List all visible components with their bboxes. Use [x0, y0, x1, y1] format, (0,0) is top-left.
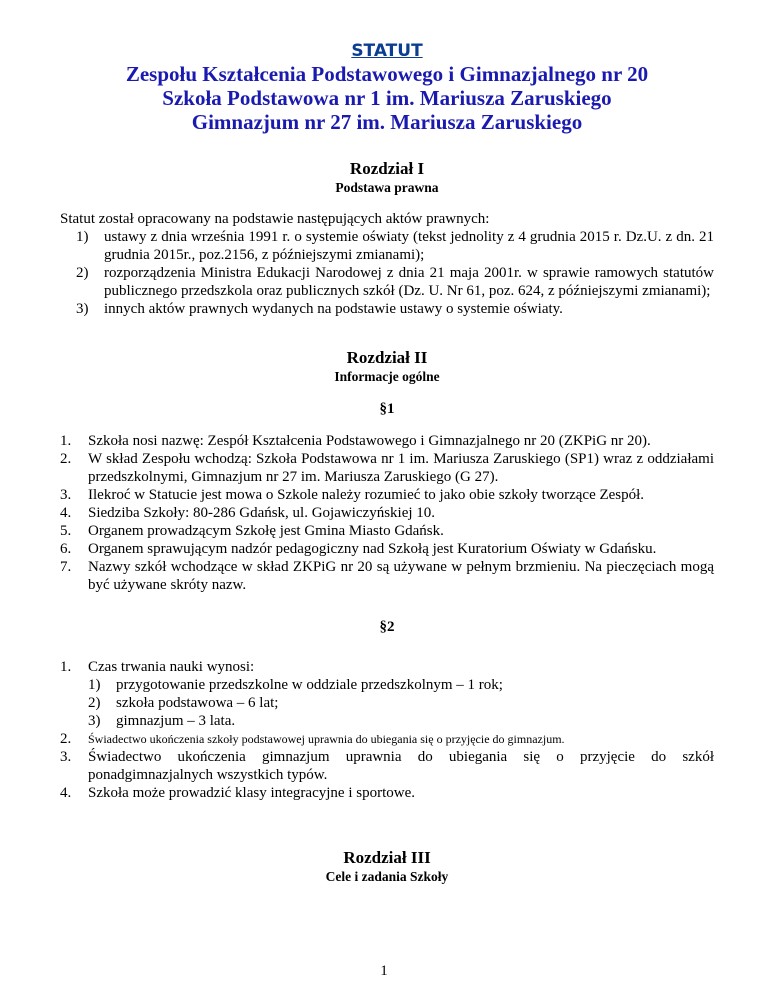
- list-text: Świadectwo ukończenia gimnazjum uprawnia do ubiegania się o przyjęcie do szkół ponadgimnazjalnych wszystkich typów.: [88, 749, 714, 783]
- section-1-title: §1: [379, 401, 395, 417]
- education-list: [60, 658, 714, 802]
- list-number: 6.: [60, 541, 72, 557]
- list-item: [60, 504, 714, 522]
- chapter-2-title: Rozdział II: [346, 348, 428, 367]
- list-number: 7.: [60, 559, 72, 575]
- list-text: Siedziba Szkoły: 80-286 Gdańsk, ul. Gojawiczyńskiej 10.: [88, 505, 436, 521]
- list-text: szkoła podstawowa – 6 lat;: [116, 695, 279, 711]
- title-line-1: Zespołu Kształcenia Podstawowego i Gimnazjalnego nr 20: [125, 62, 649, 86]
- list-number: 2.: [60, 731, 72, 747]
- chapter-1-subtitle: Podstawa prawna: [335, 180, 439, 195]
- chapter-2-subtitle: Informacje ogólne: [334, 369, 440, 384]
- list-text: Szkoła może prowadzić klasy integracyjne i sportowe.: [88, 785, 415, 801]
- list-item: [60, 432, 714, 450]
- chapter-3-subtitle: Cele i zadania Szkoły: [325, 869, 449, 884]
- list-item: [60, 558, 714, 594]
- list-item: [76, 264, 714, 300]
- list-item: [60, 748, 714, 784]
- list-text: W skład Zespołu wchodzą: Szkoła Podstawowa nr 1 im. Mariusza Zaruskiego (SP1) wraz z oddziałami przedszkolnymi, Gimnazjum nr 27 im. Mariusza Zaruskiego (G 27).: [88, 451, 714, 485]
- list-item: [76, 228, 714, 264]
- list-number: 3): [88, 713, 101, 729]
- list-item: [60, 658, 714, 730]
- list-item: [60, 730, 714, 748]
- list-number: 1.: [60, 433, 72, 449]
- section-2-title: §2: [379, 619, 395, 635]
- list-number: 4.: [60, 505, 72, 521]
- list-number: 2): [88, 695, 101, 711]
- title-line-2: Szkoła Podstawowa nr 1 im. Mariusza Zaruskiego: [162, 86, 612, 110]
- list-item: [76, 300, 714, 318]
- list-item: [88, 712, 714, 730]
- document-page: [60, 40, 714, 886]
- list-text: rozporządzenia Ministra Edukacji Narodowej z dnia 21 maja 2001r. w sprawie ramowych statutów publicznego przedszkola oraz publicznych szkół (Dz. U. Nr 61, poz. 624, z późniejszymi zmianami);: [104, 265, 714, 299]
- title-line-3: Gimnazjum nr 27 im. Mariusza Zaruskiego: [191, 110, 583, 134]
- list-item: [60, 486, 714, 504]
- list-text: ustawy z dnia września 1991 r. o systemie oświaty (tekst jednolity z 4 grudnia 2015 r. Dz.U. z dn. 21 grudnia 2015r., poz.2156, z późniejszymi zmianami);: [104, 229, 714, 263]
- list-number: 3): [76, 301, 89, 317]
- chapter-1-intro: Statut został opracowany na podstawie następujących aktów prawnych:: [60, 211, 490, 227]
- list-item: [88, 676, 714, 694]
- list-text: gimnazjum – 3 lata.: [116, 713, 236, 729]
- list-item: [60, 784, 714, 802]
- list-text: Organem sprawującym nadzór pedagogiczny nad Szkołą jest Kuratorium Oświaty w Gdańsku.: [88, 541, 657, 557]
- list-item: [60, 522, 714, 540]
- chapter-1-title: Rozdział I: [349, 159, 425, 178]
- list-item: [88, 694, 714, 712]
- list-number: 2): [76, 265, 89, 281]
- list-item: [60, 540, 714, 558]
- list-number: 1): [88, 677, 101, 693]
- list-number: 3.: [60, 749, 72, 765]
- chapter-3-title: Rozdział III: [343, 848, 431, 867]
- list-text: przygotowanie przedszkolne w oddziale przedszkolnym – 1 rok;: [116, 677, 503, 693]
- document-title: STATUT: [351, 41, 423, 61]
- list-text: Ilekroć w Statucie jest mowa o Szkole należy rozumieć to jako obie szkoły tworzące Zespół.: [88, 487, 645, 503]
- legal-basis-list: [76, 228, 714, 318]
- list-number: 1.: [60, 659, 72, 675]
- list-item: [60, 450, 714, 486]
- list-number: 5.: [60, 523, 72, 539]
- list-text: Czas trwania nauki wynosi:: [88, 659, 255, 675]
- list-number: 4.: [60, 785, 72, 801]
- list-number: 3.: [60, 487, 72, 503]
- page-number: 1: [380, 963, 388, 979]
- list-text: Świadectwo ukończenia szkoły podstawowej uprawnia do ubiegania się o przyjęcie do gimnazjum.: [88, 732, 565, 746]
- list-text: Organem prowadzącym Szkołę jest Gmina Miasto Gdańsk.: [88, 523, 444, 539]
- list-number: 2.: [60, 451, 72, 467]
- list-text: Nazwy szkół wchodzące w skład ZKPiG nr 20 są używane w pełnym brzmieniu. Na pieczęciach mogą być używane skróty nazw.: [88, 559, 714, 593]
- general-info-list: [60, 432, 714, 594]
- list-text: innych aktów prawnych wydanych na podstawie ustawy o systemie oświaty.: [104, 301, 563, 317]
- duration-sublist: [88, 676, 714, 730]
- list-number: 1): [76, 229, 89, 245]
- list-text: Szkoła nosi nazwę: Zespół Kształcenia Podstawowego i Gimnazjalnego nr 20 (ZKPiG nr 20).: [88, 433, 651, 449]
